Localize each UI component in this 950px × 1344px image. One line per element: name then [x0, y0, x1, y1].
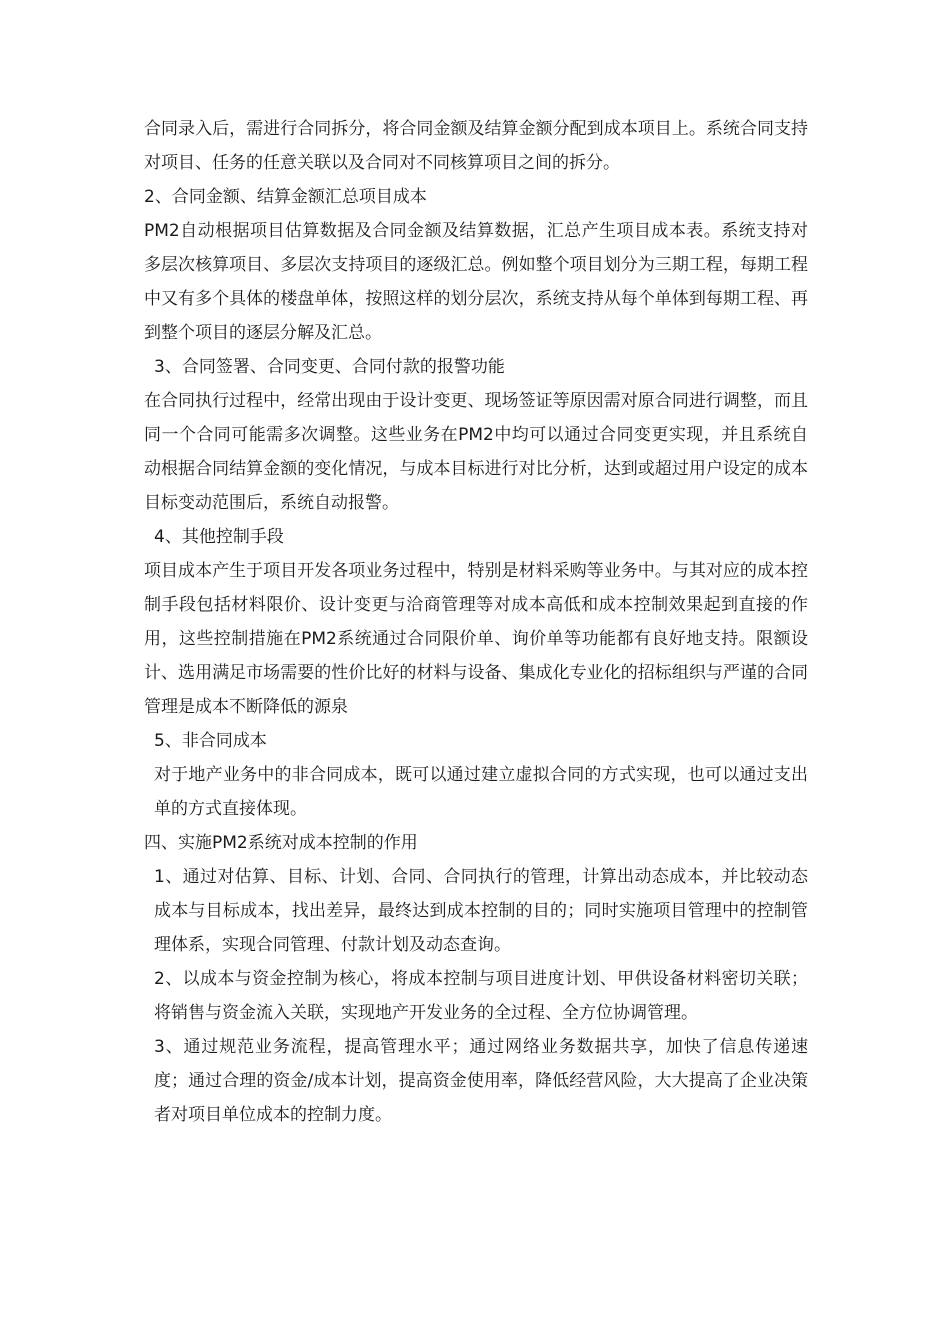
heading-alarm-function: 3、合同签署、合同变更、合同付款的报警功能: [154, 357, 505, 377]
paragraph-effect-1: 1、通过对估算、目标、计划、合同、合同执行的管理，计算出动态成本，并比较动态成本与目标成本，找出差异，最终达到成本控制的目的；同时实施项目管理中的控制管理体系，实现合同管理、付款计划及动态查询。: [154, 867, 808, 955]
heading-contract-summary: 2、合同金额、结算金额汇总项目成本: [144, 187, 427, 207]
paragraph-non-contract-cost: 对于地产业务中的非合同成本，既可以通过建立虚拟合同的方式实现，也可以通过支出单的方式直接体现。: [154, 765, 808, 819]
paragraph-effect-2: 2、以成本与资金控制为核心，将成本控制与项目进度计划、甲供设备材料密切关联；将销售与资金流入关联，实现地产开发业务的全过程、全方位协调管理。: [154, 969, 808, 1023]
heading-section-four: 四、实施PM2系统对成本控制的作用: [144, 833, 418, 853]
paragraph-alarm-function: 在合同执行过程中，经常出现由于设计变更、现场签证等原因需对原合同进行调整，而且同一个合同可能需多次调整。这些业务在PM2中均可以通过合同变更实现，并且系统自动根据合同结算金额的变化情况，与成本目标进行对比分析，达到或超过用户设定的成本目标变动范围后，系统自动报警。: [144, 391, 808, 513]
paragraph-other-controls: 项目成本产生于项目开发各项业务过程中，特别是材料采购等业务中。与其对应的成本控制手段包括材料限价、设计变更与洽商管理等对成本高低和成本控制效果起到直接的作用，这些控制措施在PM2系统通过合同限价单、询价单等功能都有良好地支持。限额设计、选用满足市场需要的性价比好的材料与设备、集成化专业化的招标组织与严谨的合同管理是成本不断降低的源泉: [144, 561, 808, 717]
heading-non-contract-cost: 5、非合同成本: [154, 731, 267, 751]
paragraph-effect-3: 3、通过规范业务流程，提高管理水平；通过网络业务数据共享，加快了信息传递速度；通过合理的资金/成本计划，提高资金使用率，降低经营风险，大大提高了企业决策者对项目单位成本的控制力度。: [154, 1037, 808, 1125]
document-body: [144, 112, 808, 1132]
paragraph-cost-summary: PM2自动根据项目估算数据及合同金额及结算数据，汇总产生项目成本表。系统支持对多层次核算项目、多层次支持项目的逐级汇总。例如整个项目划分为三期工程，每期工程中又有多个具体的楼盘单体，按照这样的划分层次，系统支持从每个单体到每期工程、再到整个项目的逐层分解及汇总。: [144, 221, 808, 343]
paragraph-contract-split: 合同录入后，需进行合同拆分，将合同金额及结算金额分配到成本项目上。系统合同支持对项目、任务的任意关联以及合同对不同核算项目之间的拆分。: [144, 119, 808, 173]
heading-other-controls: 4、其他控制手段: [154, 527, 284, 547]
